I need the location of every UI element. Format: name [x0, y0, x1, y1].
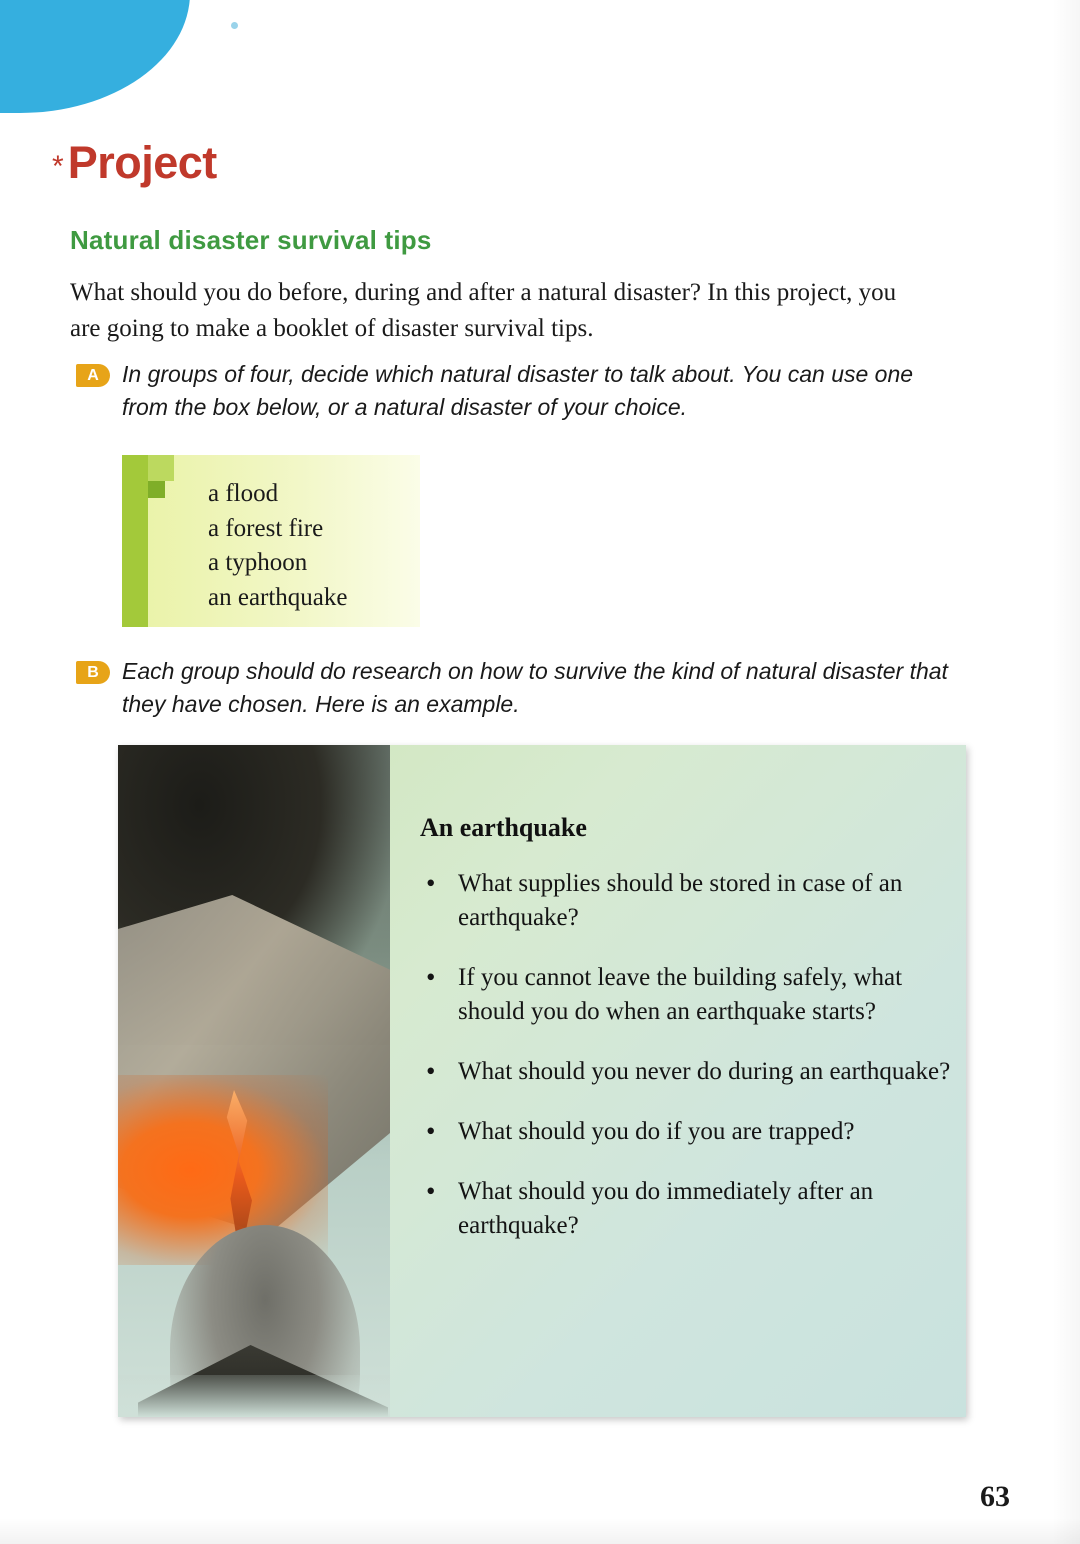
volcano-eruption-photo — [118, 745, 390, 1417]
idea-box-square-dark — [148, 481, 165, 498]
task-b — [76, 655, 956, 722]
task-marker-b: B — [76, 661, 110, 684]
disaster-options-list — [208, 477, 348, 615]
page-bottom-shading — [0, 1518, 1080, 1544]
asterisk-icon: * — [52, 150, 64, 183]
list-item: • What should you do if you are trapped? — [418, 1115, 958, 1149]
section-subtitle: Natural disaster survival tips — [70, 225, 432, 255]
example-card-heading: An earthquake — [420, 813, 587, 842]
example-question-list — [418, 867, 958, 1269]
idea-box-square-light — [148, 455, 174, 481]
page-title — [52, 137, 217, 188]
task-a — [76, 358, 936, 425]
task-a-text: In groups of four, decide which natural disaster to talk about. You can use one from the box below, or a natural disaster of your choice. — [122, 361, 914, 421]
list-item: a forest fire — [208, 514, 324, 542]
example-card-body — [390, 745, 966, 1417]
idea-box-green-bar — [122, 455, 148, 627]
list-item: • What should you do immediately after an earthquake? — [418, 1175, 958, 1243]
list-item: • If you cannot leave the building safely, what should you do when an earthquake starts? — [418, 961, 958, 1029]
intro-paragraph: What should you do before, during and after a natural disaster? In this project, you are going to make a booklet of disaster survival tips. — [70, 279, 897, 342]
task-b-text: Each group should do research on how to survive the kind of natural disaster that they have chosen. Here is an example. — [122, 658, 948, 718]
list-item: a typhoon — [208, 549, 308, 576]
page-edge-shading — [1052, 0, 1080, 1544]
list-item: • What should you never do during an earthquake? — [418, 1055, 958, 1089]
list-item: a flood — [208, 480, 279, 507]
list-item: • What supplies should be stored in case of an earthquake? — [418, 867, 958, 935]
decorative-corner-blob — [0, 0, 190, 113]
photo-ground-layer — [118, 1375, 390, 1417]
page-number: 63 — [980, 1480, 1010, 1513]
decorative-corner-dot — [231, 22, 238, 29]
list-item: an earthquake — [208, 583, 348, 611]
example-card — [118, 745, 966, 1417]
task-marker-a: A — [76, 364, 110, 387]
disaster-options-box — [122, 455, 420, 627]
project-title-text: Project — [67, 137, 217, 188]
